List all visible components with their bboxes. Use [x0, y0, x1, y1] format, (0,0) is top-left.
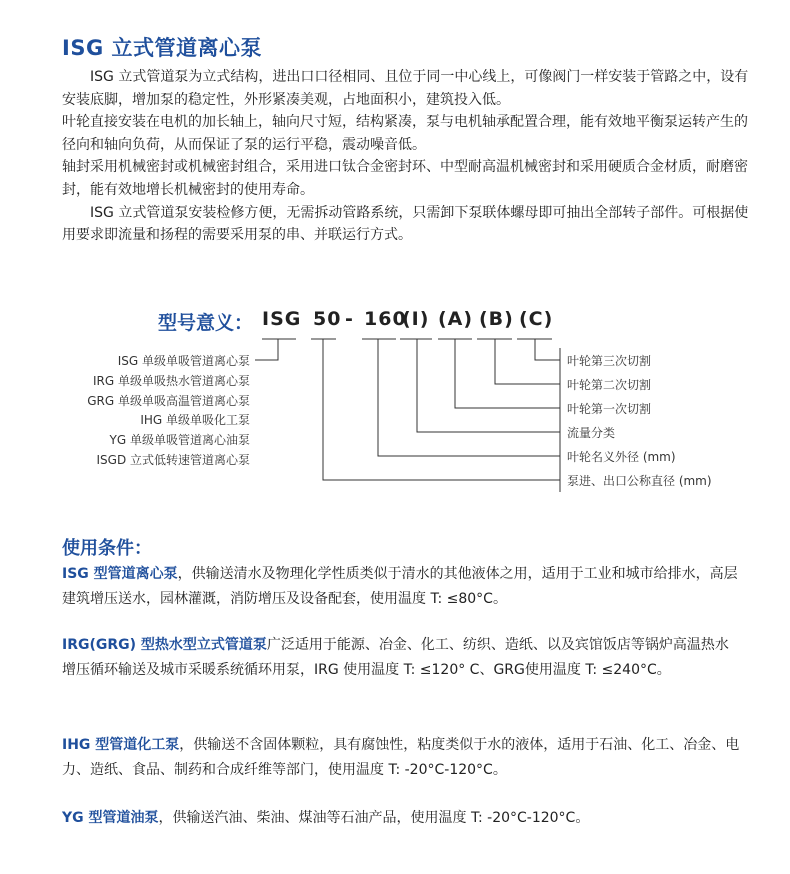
model-meaning-label: 型号意义： [158, 312, 254, 334]
label-third-cut: 叶轮第三次切割 [567, 354, 652, 368]
intro-paragraph: 叶轮直接安装在电机的加长轴上，轴向尺寸短，结构紧凑，泵与电机轴承配置合理，能有效地平衡泵运转产生的径向和轴向负荷，从而保证了泵的运行平稳，震动噪音低。 [62, 114, 748, 153]
series-item: ISG 单级单吸管道离心泵 [117, 354, 250, 368]
label-nominal-diameter: 泵进、出口公称直径 (mm) [567, 474, 712, 488]
model-code-50: 50 [313, 308, 342, 330]
condition-isg [62, 562, 742, 611]
connector-c [535, 339, 560, 360]
connector-b [495, 339, 560, 384]
model-code-b: (B) [479, 308, 514, 330]
series-item: IHG 单级单吸化工泵 [140, 413, 250, 428]
model-code-isg: ISG [262, 308, 302, 330]
model-code-a: (A) [438, 308, 474, 330]
label-impeller-diameter: 叶轮名义外径 (mm) [567, 450, 676, 464]
connector-left [255, 339, 278, 360]
condition-irg [62, 633, 742, 682]
conditions-title: 使用条件： [62, 538, 152, 559]
label-second-cut: 叶轮第二次切割 [567, 378, 652, 392]
series-item: IRG 单级单吸热水管道离心泵 [93, 373, 250, 388]
connector-50 [323, 339, 560, 480]
intro-paragraph: ISG 立式管道泵安装检修方便，无需拆动管路系统，只需卸下泵联体螺母即可抽出全部转子部件。可根据使用要求即流量和扬程的需要采用泵的串、并联运行方式。 [62, 204, 749, 244]
intro-paragraph: ISG 立式管道泵为立式结构，进出口口径相同、且位于同一中心线上，可像阀门一样安装于管路之中，设有安装底脚，增加泵的稳定性，外形紧凑美观，占地面积小，建筑投入低。 [62, 69, 749, 108]
condition-ihg [62, 733, 742, 782]
connector-160 [378, 339, 560, 456]
page-title: ISG 立式管道离心泵 [62, 36, 262, 60]
condition-text: ，供输送不含固体颗粒，具有腐蚀性，粘度类似于水的液体，适用于石油、化工、冶金、电力、造纸、食品、制药和合成纤维等部门，使用温度 T: -20°C-120°C。 [62, 737, 740, 778]
condition-text: 广泛适用于能源、冶金、化工、纺织、造纸、以及宾馆饭店等锅炉高温热水增压循环输送及城市采暖系统循环用泵，IRG 使用温度 T: ≤120° C、GRG使用温度 T: ≤240°C。 [62, 637, 729, 678]
label-first-cut: 叶轮第一次切割 [567, 402, 652, 416]
model-code-dash: - [345, 308, 354, 330]
intro-paragraph: 轴封采用机械密封或机械密封组合，采用进口钛合金密封环、中型耐高温机械密封和采用硬质合金材质，耐磨密封，能有效地增长机械密封的使用寿命。 [62, 159, 748, 198]
series-item: YG 单级单吸管道离心油泵 [109, 433, 250, 448]
model-code-160: 160 [364, 308, 407, 330]
condition-yg [62, 806, 742, 831]
condition-name: IRG(GRG) 型热水型立式管道泵 [62, 637, 267, 653]
condition-text: ，供输送汽油、柴油、煤油等石油产品，使用温度 T: -20°C-120°C。 [158, 810, 590, 826]
label-flow-class: 流量分类 [567, 426, 616, 440]
condition-text: ，供输送清水及物理化学性质类似于清水的其他液体之用，适用于工业和城市给排水，高层建筑增压送水，园林灌溉，消防增压及设备配套，使用温度 T: ≤80°C。 [62, 566, 738, 607]
connector-i [417, 339, 560, 432]
condition-name: YG 型管道油泵 [62, 810, 159, 826]
condition-name: IHG 型管道化工泵 [62, 737, 180, 753]
series-item: GRG 单级单吸高温管道离心泵 [87, 393, 250, 408]
connector-a [455, 339, 560, 408]
series-list [60, 352, 250, 471]
condition-name: ISG 型管道离心泵 [62, 566, 178, 582]
model-code-i: (I) [402, 308, 430, 330]
series-item: ISGD 立式低转速管道离心泵 [96, 452, 250, 467]
model-code-c: (C) [519, 308, 554, 330]
